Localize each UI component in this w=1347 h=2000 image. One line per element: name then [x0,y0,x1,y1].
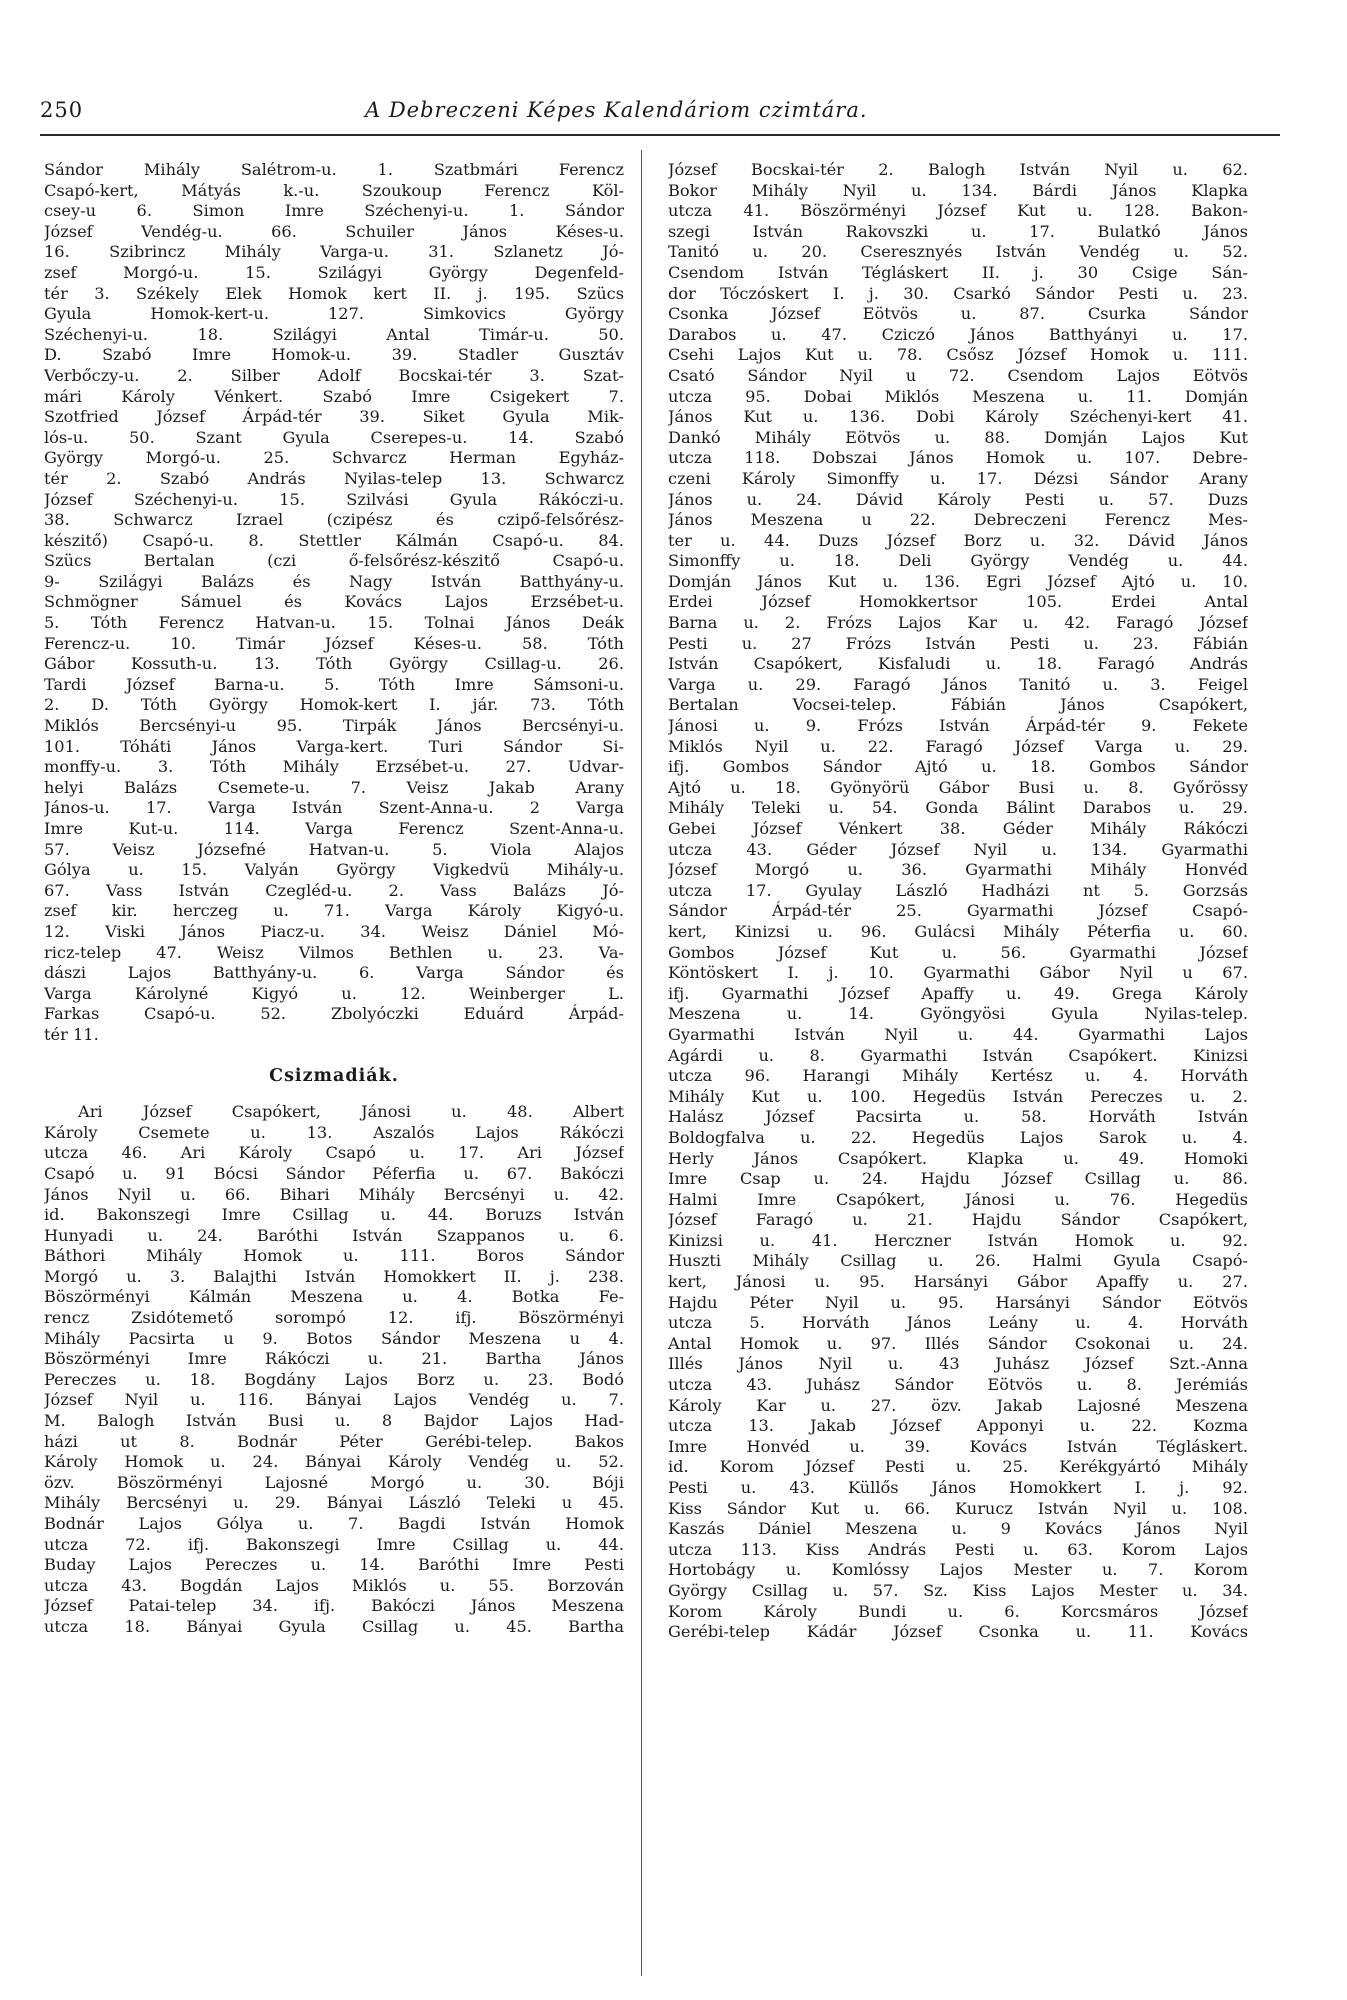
text-line: 67. Vass István Czegléd-u. 2. Vass Balázs Jó- [44,880,624,900]
text-line: Darabos u. 47. Cziczó János Batthyányi u. 17. [668,324,1248,344]
text-line: Dankó Mihály Eötvös u. 88. Domján Lajos Kut [668,427,1248,447]
text-line: 2. D. Tóth György Homok-kert I. jár. 73. Tóth [44,695,624,715]
text-line: lós-u. 50. Szant Gyula Cserepes-u. 14. Szabó [44,427,624,447]
text-line: Halmi Imre Csapókert, Jánosi u. 76. Hegedüs [668,1189,1248,1209]
text-line: Buday Lajos Pereczes u. 14. Baróthi Imre Pesti [44,1555,624,1575]
text-line: Bokor Mihály Nyil u. 134. Bárdi János Klapka [668,180,1248,200]
text-line: Jánosi u. 9. Frózs István Árpád-tér 9. Fekete [668,716,1248,736]
text-line: utcza 43. Géder József Nyil u. 134. Gyarmathi [668,839,1248,859]
text-line: id. Bakonszegi Imre Csillag u. 44. Boruzs István [44,1205,624,1225]
text-line: Antal Homok u. 97. Illés Sándor Csokonai u. 24. [668,1333,1248,1353]
section-heading-csizmadiak: Csizmadiák. [269,1065,399,1086]
text-line: 16. Szibrincz Mihály Varga-u. 31. Szlanetz Jó- [44,242,624,262]
text-line: Csató Sándor Nyil u 72. Csendom Lajos Eötvös [668,365,1248,385]
text-line: Imre Kut-u. 114. Varga Ferencz Szent-Anna-u. [44,819,624,838]
text-line: Halász József Pacsirta u. 58. Horváth István [668,1107,1248,1127]
text-line: József Széchenyi-u. 15. Szilvási Gyula Rákóczi-u. [44,489,624,509]
text-line: Hajdu Péter Nyil u. 95. Harsányi Sándor Eötvös [668,1292,1248,1312]
text-line: utcza 17. Gyulay László Hadházi nt 5. Gorzsás [668,880,1248,900]
left-column [44,160,624,1638]
text-line: Böszörményi Kálmán Meszena u. 4. Botka Fe- [44,1287,624,1307]
text-line: Bodnár Lajos Gólya u. 7. Bagdi István Homok [44,1514,624,1533]
text-line: József Nyil u. 116. Bányai Lajos Vendég u. 7. [44,1390,624,1410]
text-line: 5. Tóth Ferencz Hatvan-u. 15. Tolnai János Deák [44,613,624,633]
text-line: Csapó-kert, Mátyás k.-u. Szoukoup Ferencz Köl- [44,180,624,200]
text-line: Huszti Mihály Csillag u. 26. Halmi Gyula Csapó- [668,1251,1248,1271]
text-line: Barna u. 2. Frózs Lajos Kar u. 42. Faragó József [668,613,1248,633]
text-line: házi ut 8. Bodnár Péter Gerébi-telep. Bakos [44,1431,624,1451]
text-line: Károly Csemete u. 13. Aszalós Lajos Rákóczi [44,1122,624,1142]
text-line: özv. Böszörményi Lajosné Morgó u. 30. Bóji [44,1472,624,1492]
text-line: M. Balogh István Busi u. 8 Bajdor Lajos Had- [44,1411,624,1431]
text-line: Károly Kar u. 27. özv. Jakab Lajosné Meszena [668,1395,1248,1415]
text-line: készitő) Csapó-u. 8. Stettler Kálmán Csapó-u. 84. [44,530,624,550]
text-line: Herly János Csapókert. Klapka u. 49. Homoki [668,1148,1248,1168]
text-line: Gombos József Kut u. 56. Gyarmathi József [668,942,1248,962]
text-line: dászi Lajos Batthyány-u. 6. Varga Sándor és [44,963,624,983]
text-line: Miklós Nyil u. 22. Faragó József Varga u. 29. [668,736,1248,756]
text-line: Gebei József Vénkert 38. Géder Mihály Rákóczi [668,819,1248,838]
text-line: utcza 118. Dobszai János Homok u. 107. Debre- [668,448,1248,468]
text-line: József Vendég-u. 66. Schuiler János Késes-u. [44,221,624,241]
text-line: utcza 96. Harangi Mihály Kertész u. 4. Horváth [668,1066,1248,1086]
text-line: Farkas Csapó-u. 52. Zbolyóczki Eduárd Árpád- [44,1004,624,1024]
text-line: Agárdi u. 8. Gyarmathi István Csapókert. Kinizsi [668,1045,1248,1065]
text-line: József Faragó u. 21. Hajdu Sándor Csapókert, [668,1210,1248,1230]
text-line: Gerébi-telep Kádár József Csonka u. 11. Kovács [668,1622,1248,1642]
text-line: zsef kir. herczeg u. 71. Varga Károly Kigyó-u. [44,901,624,921]
text-line: Gábor Kossuth-u. 13. Tóth György Csillag-u. 26. [44,654,624,674]
text-line: Korom Károly Bundi u. 6. Korcsmáros József [668,1601,1248,1621]
text-line: Széchenyi-u. 18. Szilágyi Antal Timár-u. 50. [44,324,624,344]
text-line: Mihály Pacsirta u 9. Botos Sándor Meszena u 4. [44,1328,624,1348]
text-line: Schmögner Sámuel és Kovács Lajos Erzsébet-u. [44,592,624,612]
text-line: József Patai-telep 34. ifj. Bakóczi János Meszena [44,1596,624,1616]
text-line: helyi Balázs Csemete-u. 7. Veisz Jakab Arany [44,777,624,797]
text-line: utcza 95. Dobai Miklós Meszena u. 11. Domján [668,386,1248,406]
text-line: szegi István Rakovszki u. 17. Bulatkó János [668,221,1248,241]
text-line: id. Korom József Pesti u. 25. Kerékgyártó Mihály [668,1457,1248,1477]
text-line: utcza 72. ifj. Bakonszegi Imre Csillag u. 44. [44,1534,624,1554]
text-line: Ajtó u. 18. Gyönyörü Gábor Busi u. 8. Győrössy [668,777,1248,797]
text-line: utcza 5. Horváth János Leány u. 4. Horváth [668,1313,1248,1333]
text-line: czeni Károly Simonffy u. 17. Dézsi Sándor Arany [668,468,1248,488]
text-line: István Csapókert, Kisfaludi u. 18. Faragó András [668,654,1248,674]
text-line: Csapó u. 91 Bócsi Sándor Péferfia u. 67. Bakóczi [44,1163,624,1183]
right-column-text [668,160,1248,1643]
text-line: utcza 46. Ari Károly Csapó u. 17. Ari József [44,1143,624,1163]
text-line: Tanitó u. 20. Cseresznyés István Vendég u. 52. [668,242,1248,262]
column-divider [641,150,642,1976]
text-line: utcza 13. Jakab József Apponyi u. 22. Kozma [668,1416,1248,1436]
left-column-bottom-text [44,1102,624,1637]
text-line: Ari József Csapókert, Jánosi u. 48. Albert [78,1102,624,1122]
text-line: zsef Morgó-u. 15. Szilágyi György Degenfeld- [44,262,624,282]
text-line: 101. Tóháti János Varga-kert. Turi Sándor Si- [44,736,624,756]
text-line: Gyula Homok-kert-u. 127. Simkovics György [44,304,624,324]
text-line: Illés János Nyil u. 43 Juhász József Szt.-Anna [668,1354,1248,1374]
text-line: Hunyadi u. 24. Baróthi István Szappanos u. 6. [44,1225,624,1245]
text-line: ter u. 44. Duzs József Borz u. 32. Dávid János [668,530,1248,550]
header-rule [40,134,1280,136]
text-line: Boldogfalva u. 22. Hegedüs Lajos Sarok u. 4. [668,1127,1248,1147]
text-line: utcza 43. Bogdán Lajos Miklós u. 55. Borzován [44,1575,624,1595]
text-line: Köntöskert I. j. 10. Gyarmathi Gábor Nyil u 67. [668,963,1248,983]
text-line: Meszena u. 14. Gyöngyösi Gyula Nyilas-telep. [668,1004,1248,1024]
text-line: D. Szabó Imre Homok-u. 39. Stadler Gusztáv [44,345,624,365]
text-line: Tardi József Barna-u. 5. Tóth Imre Sámsoni-u. [44,674,624,694]
text-line: Kaszás Dániel Meszena u. 9 Kovács János Nyil [668,1519,1248,1539]
text-line: János-u. 17. Varga István Szent-Anna-u. 2 Varga [44,798,624,818]
text-line: Pesti u. 27 Frózs István Pesti u. 23. Fábián [668,633,1248,653]
page-header [40,98,1280,128]
text-line: Csendom István Tégláskert II. j. 30 Csige Sán- [668,262,1248,282]
text-line: József Morgó u. 36. Gyarmathi Mihály Honvéd [668,860,1248,880]
text-line: Csonka József Eötvös u. 87. Csurka Sándor [668,304,1248,324]
text-line: ricz-telep 47. Weisz Vilmos Bethlen u. 23. Va- [44,942,624,962]
text-line: Károly Homok u. 24. Bányai Károly Vendég u. 52. [44,1452,624,1472]
text-line: utcza 43. Juhász Sándor Eötvös u. 8. Jerémiás [668,1375,1248,1395]
text-line: Morgó u. 3. Balajthi István Homokkert II. j. 238. [44,1266,624,1286]
text-line: monffy-u. 3. Tóth Mihály Erzsébet-u. 27. Udvar- [44,757,624,777]
text-line: kert, Kinizsi u. 96. Gulácsi Mihály Péterfia u. 60. [668,921,1248,941]
text-line: utcza 41. Böszörményi József Kut u. 128. Bakon- [668,201,1248,221]
text-line: Gyarmathi István Nyil u. 44. Gyarmathi Lajos [668,1024,1248,1044]
text-line: Mihály Teleki u. 54. Gonda Bálint Darabos u. 29. [668,798,1248,818]
text-line: Domján János Kut u. 136. Egri József Ajtó u. 10. [668,571,1248,591]
text-line: Sándor Mihály Salétrom-u. 1. Szatbmári Ferencz [44,160,624,179]
text-line: rencz Zsidótemető sorompó 12. ifj. Böszörményi [44,1308,624,1328]
text-line: csey-u 6. Simon Imre Széchenyi-u. 1. Sándor [44,201,624,221]
text-line: tér 3. Székely Elek Homok kert II. j. 195. Szücs [44,283,624,303]
text-line: Bertalan Vocsei-telep. Fábián János Csapókert, [668,695,1248,715]
text-line: Báthori Mihály Homok u. 111. Boros Sándor [44,1246,624,1266]
text-line: dor Tóczóskert I. j. 30. Csarkó Sándor Pesti u. 23. [668,283,1248,303]
text-line: ifj. Gombos Sándor Ajtó u. 18. Gombos Sándor [668,757,1248,777]
text-line: 57. Veisz Józsefné Hatvan-u. 5. Viola Alajos [44,839,624,859]
text-line: Varga Károlyné Kigyó u. 12. Weinberger L. [44,983,624,1003]
text-line: Hortobágy u. Komlóssy Lajos Mester u. 7. Korom [668,1560,1248,1580]
text-line: Csehi Lajos Kut u. 78. Csősz József Homok u. 111. [668,345,1248,365]
text-line: Pereczes u. 18. Bogdány Lajos Borz u. 23. Bodó [44,1369,624,1389]
text-line: Verbőczy-u. 2. Silber Adolf Bocskai-tér 3. Szat- [44,365,624,385]
text-line: György Csillag u. 57. Sz. Kiss Lajos Mester u. 34. [668,1580,1248,1600]
running-title: A Debreczeni Képes Kalendáriom czimtára. [365,98,868,122]
text-line: János u. 24. Dávid Károly Pesti u. 57. Duzs [668,489,1248,509]
text-line: tér 11. [44,1024,99,1044]
text-line: János Kut u. 136. Dobi Károly Széchenyi-kert 41. [668,407,1248,427]
text-line: mári Károly Vénkert. Szabó Imre Csigekert 7. [44,386,624,406]
text-line: Mihály Kut u. 100. Hegedüs István Pereczes u. 2. [668,1086,1248,1106]
text-line: Szotfried József Árpád-tér 39. Siket Gyula Mik- [44,407,624,427]
text-line: Ferencz-u. 10. Timár József Késes-u. 58. Tóth [44,633,624,653]
text-line: Simonffy u. 18. Deli György Vendég u. 44. [668,551,1248,571]
text-line: Szücs Bertalan (czi ő-felsőrész-készitő Csapó-u. [44,551,624,571]
text-line: utcza 113. Kiss András Pesti u. 63. Korom Lajos [668,1539,1248,1559]
text-line: tér 2. Szabó András Nyilas-telep 13. Schwarcz [44,468,624,488]
text-line: 9- Szilágyi Balázs és Nagy István Batthyány-u. [44,571,624,591]
text-line: József Bocskai-tér 2. Balogh István Nyil u. 62. [668,160,1248,179]
text-line: ifj. Gyarmathi József Apaffy u. 49. Grega Károly [668,983,1248,1003]
text-line: Miklós Bercsényi-u 95. Tirpák János Bercsényi-u. [44,716,624,736]
text-line: Sándor Árpád-tér 25. Gyarmathi József Csapó- [668,901,1248,921]
text-line: utcza 18. Bányai Gyula Csillag u. 45. Bartha [44,1616,624,1636]
right-column [668,160,1248,1643]
text-line: Böszörményi Imre Rákóczi u. 21. Bartha János [44,1349,624,1369]
page-number: 250 [40,98,84,122]
text-line: Varga u. 29. Faragó János Tanitó u. 3. Feigel [668,674,1248,694]
text-line: Kiss Sándor Kut u. 66. Kurucz István Nyil u. 108. [668,1498,1248,1518]
text-line: Gólya u. 15. Valyán György Vigkedvü Mihály-u. [44,860,624,880]
text-line: Imre Honvéd u. 39. Kovács István Tégláskert. [668,1436,1248,1456]
text-line: 38. Schwarcz Izrael (czipész és czipő-felsőrész- [44,510,624,530]
text-line: Imre Csap u. 24. Hajdu József Csillag u. 86. [668,1169,1248,1189]
text-line: János Meszena u 22. Debreczeni Ferencz Mes- [668,510,1248,530]
text-line: Kinizsi u. 41. Herczner István Homok u. 92. [668,1230,1248,1250]
text-line: kert, Jánosi u. 95. Harsányi Gábor Apaffy u. 27. [668,1272,1248,1292]
text-line: Mihály Bercsényi u. 29. Bányai László Teleki u 45. [44,1493,624,1513]
left-column-top-text [44,160,624,1046]
text-line: Pesti u. 43. Küllős János Homokkert I. j. 92. [668,1478,1248,1497]
text-line: János Nyil u. 66. Bihari Mihály Bercsényi u. 42. [44,1184,624,1204]
text-line: György Morgó-u. 25. Schvarcz Herman Egyház- [44,448,624,468]
text-line: 12. Viski János Piacz-u. 34. Weisz Dániel Mó- [44,921,624,941]
text-line: Erdei József Homokkertsor 105. Erdei Antal [668,592,1248,612]
